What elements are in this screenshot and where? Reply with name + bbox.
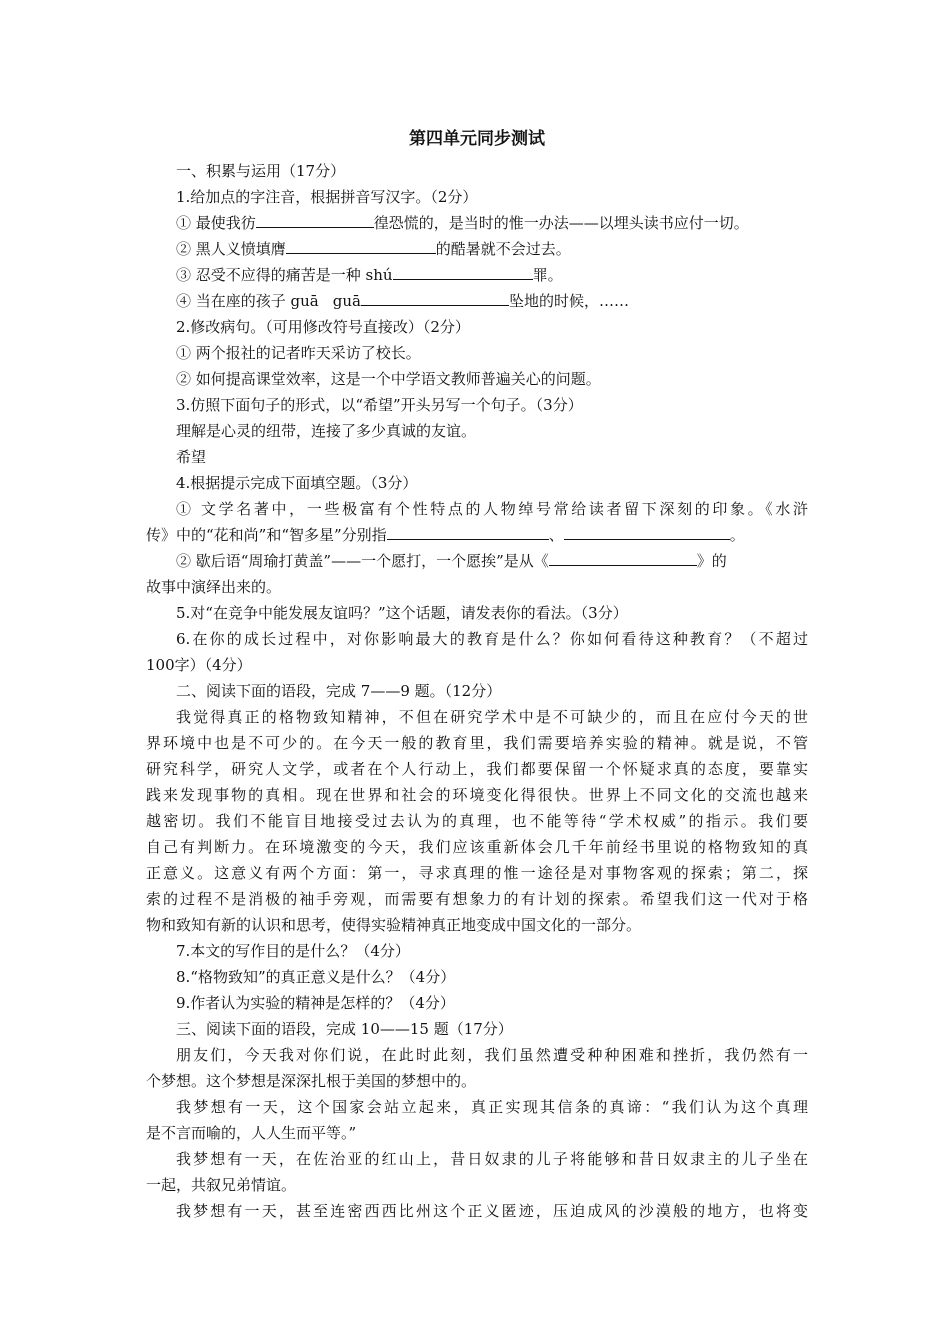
exam-content [146, 128, 808, 1224]
s3-passage-line: 是不言而喻的，人人生而平等。” [146, 1124, 357, 1142]
section-3-heading: 三、阅读下面的语段，完成 10——15 题（17分） [176, 1020, 513, 1038]
q6-prompt-line1: 6.在你的成长过程中，对你影响最大的教育是什么？你如何看待这种教育？（不超过 [176, 630, 808, 648]
section-2-heading: 二、阅读下面的语段，完成 7——9 题。（12分） [176, 682, 502, 700]
q9-prompt: 9.作者认为实验的精神是怎样的？（4分） [176, 994, 455, 1012]
s2-passage-line: 我觉得真正的格物致知精神，不但在研究学术中是不可缺少的，而且在应付今天的世 [176, 708, 808, 726]
q2-item-a: ① 两个报社的记者昨天采访了校长。 [176, 344, 421, 362]
s2-passage-line: 践来发现事物的真相。现在世界和社会的环境变化得很快。世界上不同文化的交流也越来 [146, 786, 808, 804]
q1-item-a [146, 210, 808, 236]
q1-a-pre: ① 最使我 [176, 214, 241, 232]
q4-blank-1[interactable] [387, 522, 549, 540]
s2-passage-line: 界环境中也是不可少的。在今天一般的教育里，我们需要培养实验的精神。就是说，不管 [146, 734, 808, 752]
q7-prompt: 7.本文的写作目的是什么？（4分） [176, 942, 410, 960]
q1-b-pre: ② 黑人义愤填 [176, 240, 271, 258]
section-1-heading: 一、积累与运用（17分） [176, 162, 346, 180]
q1-b-dotted-char: 膺 [271, 236, 286, 262]
q4-item-b-line1 [146, 548, 808, 574]
q4-a2-pre: 传》中的“花和尚”和“智多星”分别指 [146, 526, 387, 544]
s3-passage-line: 我梦想有一天，甚至连密西西比州这个正义匿迹，压迫成风的沙漠般的地方，也将变 [176, 1202, 808, 1220]
s3-passage-line: 我梦想有一天，在佐治亚的红山上，昔日奴隶的儿子将能够和昔日奴隶主的儿子坐在 [176, 1150, 808, 1168]
s3-passage-line: 一起，共叙兄弟情谊。 [146, 1176, 297, 1194]
q1-item-c [146, 262, 808, 288]
q1-c-blank[interactable] [393, 262, 533, 280]
q1-a-dotted-char: 彷 [241, 210, 256, 236]
q3-answer-start: 希望 [176, 448, 207, 466]
q3-prompt: 3.仿照下面句子的形式，以“希望”开头另写一个句子。（3分） [176, 396, 583, 414]
q4-b1-pre: ② 歇后语“周瑜打黄盖”——一个愿打，一个愿挨”是从《 [176, 552, 549, 570]
q4-a2-sep: 、 [548, 526, 564, 544]
q1-b-post: 的酷暑就不会过去。 [435, 240, 571, 258]
q1-a-blank[interactable] [256, 210, 374, 228]
q4-item-b-line2: 故事中演绎出来的。 [146, 578, 282, 596]
s3-passage-line: 朋友们，今天我对你们说，在此时此刻，我们虽然遭受种种困难和挫折，我仍然有一 [176, 1046, 808, 1064]
s2-passage-line: 自己有判断力。在环境激变的今天，我们应该重新体会几千年前经书里说的格物致知的真 [146, 838, 808, 856]
q1-item-d [146, 288, 808, 314]
q3-sample: 理解是心灵的纽带，连接了多少真诚的友谊。 [176, 422, 477, 440]
page-title: 第四单元同步测试 [409, 129, 545, 149]
q4-item-a-line2 [146, 522, 808, 548]
q4-a2-end: 。 [729, 526, 745, 544]
q1-d-blank[interactable] [361, 288, 509, 306]
q1-b-blank[interactable] [286, 236, 436, 254]
q2-item-b: ② 如何提高课堂效率，这是一个中学语文教师普遍关心的问题。 [176, 370, 601, 388]
q1-prompt: 1.给加点的字注音，根据拼音写汉字。（2分） [176, 188, 478, 206]
q1-d-pre: ④ 当在座的孩子 guā [176, 292, 319, 310]
q4-b1-post: 》的 [696, 552, 727, 570]
q1-d-post: 坠地的时候，…… [508, 292, 629, 310]
q4-prompt: 4.根据提示完成下面填空题。（3分） [176, 474, 418, 492]
s2-passage-line: 索的过程不是消极的袖手旁观，而需要有想象力的有计划的探索。希望我们这一代对于格 [146, 890, 808, 908]
s2-passage-line: 研究科学，研究人文学，或者在个人行动上，我们都要保留一个怀疑求真的态度，要靠实 [146, 760, 808, 778]
q1-c-pre: ③ 忍受不应得的痛苦是一种 shú [176, 266, 393, 284]
q1-d-mid: guā [332, 292, 361, 310]
q8-prompt: 8.“格物致知”的真正意义是什么？（4分） [176, 968, 456, 986]
q1-item-b [146, 236, 808, 262]
s2-passage-line: 越密切。我们不能盲目地接受过去认为的真理，也不能等待“学术权威”的指示。我们要 [146, 812, 808, 830]
q5-prompt: 5.对“在竞争中能发展友谊吗？”这个话题，请发表你的看法。（3分） [176, 604, 628, 622]
q1-c-post: 罪。 [532, 266, 563, 284]
s3-passage-line: 我梦想有一天，这个国家会站立起来，真正实现其信条的真谛：“我们认为这个真理 [176, 1098, 808, 1116]
q6-prompt-line2: 100字）（4分） [146, 656, 252, 674]
s2-passage-line: 物和致知有新的认识和思考，使得实验精神真正地变成中国文化的一部分。 [146, 916, 642, 934]
q4-blank-3[interactable] [549, 548, 697, 566]
q4-blank-2[interactable] [564, 522, 730, 540]
s3-passage-line: 个梦想。这个梦想是深深扎根于美国的梦想中的。 [146, 1072, 477, 1090]
s2-passage-line: 正意义。这意义有两个方面：第一，寻求真理的惟一途径是对事物客观的探索；第二，探 [146, 864, 808, 882]
q1-a-post: 徨恐慌的，是当时的惟一办法——以埋头读书应付一切。 [373, 214, 749, 232]
q4-item-a-line1: ① 文学名著中，一些极富有个性特点的人物绰号常给读者留下深刻的印象。《水浒 [176, 500, 808, 518]
q2-prompt: 2.修改病句。（可用修改符号直接改）（2分） [176, 318, 470, 336]
